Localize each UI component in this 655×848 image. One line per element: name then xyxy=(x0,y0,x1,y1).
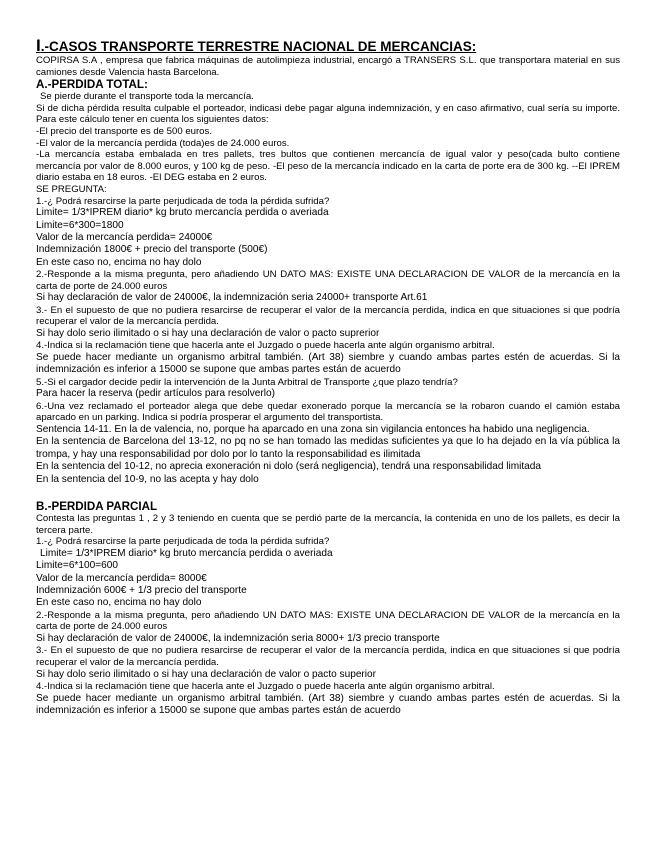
answer-line: Se puede hacer mediante un organismo arbitral también. (Art 38) siembre y cuando ambas partes estén de acuerdas. Si la indemnización es inferior a 15000 se supone que ambas partes están de acuerdo xyxy=(36,692,620,716)
section-b-heading: B.-PERDIDA PARCIAL xyxy=(36,499,158,513)
question-line: 5.-Si el cargador decide pedir la intervención de la Junta Arbitral de Transporte ¿que plazo tendría? xyxy=(36,376,458,388)
text-line: -La mercancía estaba embalada en tres pallets, tres bultos que contienen mercancía de igual valor y peso(cada bulto contiene mercancía por valor de 8.000 euros, y 100 kg de peso. -El peso de la mercancía indicado en la carta de porte era de 300 kg. --El IPREM diario estaba en 18 euros. -El DEG estaba en 2 euros. xyxy=(36,149,620,184)
text-line: -El valor de la mercancía perdida (toda)es de 24.000 euros. xyxy=(36,137,290,149)
question-line: 2.-Responde a la misma pregunta, pero añadiendo UN DATO MAS: EXISTE UNA DECLARACION DE VALOR de la mercancía en la carta de porte de 24.000 euros xyxy=(36,609,620,633)
answer-line: Limite= 1/3*IPREM diario* kg bruto mercancía perdida o averiada xyxy=(40,547,333,559)
section-spacer xyxy=(36,486,620,500)
text-line: SE PREGUNTA: xyxy=(36,183,107,195)
section-b-body xyxy=(36,513,620,717)
answer-line: Si hay declaración de valor de 24000€, la indemnización seria 8000+ 1/3 precio transporte xyxy=(36,632,440,644)
answer-line: Si hay dolo serio ilimitado o si hay una declaración de valor o pacto suprerior xyxy=(36,327,380,339)
answer-line: En la sentencia del 10-9, no las acepta y hay dolo xyxy=(36,473,259,485)
answer-line: Si hay dolo serio ilimitado o si hay una declaración de valor o pacto superior xyxy=(36,668,377,680)
section-a-body xyxy=(36,91,620,486)
question-line: 4.-Indica si la reclamación tiene que hacerla ante el Juzgado o puede hacerla ante algún organismo arbitral. xyxy=(36,680,495,692)
title-text: .-CASOS TRANSPORTE TERRESTRE NACIONAL DE MERCANCIAS: xyxy=(40,39,477,54)
question-line: 1.-¿ Podrá resarcirse la parte perjudicada de toda la pérdida sufrida? xyxy=(36,536,330,548)
answer-line: En la sentencia del 10-12, no aprecia exoneración ni dolo (será negligencia), tendrá una responsabilidad limitada xyxy=(36,461,542,473)
answer-line: Limite=6*100=600 xyxy=(36,560,118,572)
question-line: 6.-Una vez reclamado el porteador alega que debe quedar exonerado porque la mercancía se la robaron cuando el camión estaba aparcado en un parking. Indica si podría prosperar el argumento del transportista. xyxy=(36,400,620,424)
answer-line: En este caso no, encima no hay dolo xyxy=(36,256,202,268)
answer-line: Valor de la mercancía perdida= 8000€ xyxy=(36,572,207,584)
answer-line: En la sentencia de Barcelona del 13-12, no pq no se han tomado las medidas suficientes ya que lo ha dejado en la vía pública la trompa, y hay una responsabilidad por dolo por lo tanto la responsabilidad es ilimitada xyxy=(36,436,620,460)
question-line: 1.-¿ Podrá resarcirse la parte perjudicada de toda la pérdida sufrida? xyxy=(36,195,330,207)
question-line: 2.-Responde a la misma pregunta, pero añadiendo UN DATO MAS: EXISTE UNA DECLARACION DE VALOR de la mercancía en la carta de porte de 24.000 euros xyxy=(36,269,620,292)
answer-line: En este caso no, encima no hay dolo xyxy=(36,597,202,609)
section-a-heading: A.-PERDIDA TOTAL: xyxy=(36,78,148,92)
text-line: Contesta las preguntas 1 , 2 y 3 teniendo en cuenta que se perdió parte de la mercancía, la contenida en uno de los pallets, es decir la tercera parte. xyxy=(36,512,620,536)
answer-line: Limite= 1/3*IPREM diario* kg bruto mercancía perdida o averiada xyxy=(36,207,329,219)
question-line: 4.-Indica si la reclamación tiene que hacerla ante el Juzgado o puede hacerla ante algún organismo arbitral. xyxy=(36,340,495,352)
intro-paragraph: COPIRSA S.A , empresa que fabrica máquinas de autolimpieza industrial, encargó a TRANSERS S.L. que transportara material en sus camiones desde Valencia hasta Barcelona. xyxy=(36,55,620,78)
text-line: Si de dicha pérdida resulta culpable el porteador, indicasi debe pagar alguna indemnización, y en caso afirmativo, cual sería su importe. Para este cálculo tener en cuenta los siguientes datos: xyxy=(36,102,620,126)
answer-line: Valor de la mercancía perdida= 24000€ xyxy=(36,231,213,243)
document-page xyxy=(36,38,620,717)
answer-line: Si hay declaración de valor de 24000€, la indemnización seria 24000+ transporte Art.61 xyxy=(36,292,428,304)
answer-line: Limite=6*300=1800 xyxy=(36,219,124,231)
answer-line: Se puede hacer mediante un organismo arbitral también. (Art 38) siembre y cuando ambas partes estén de acuerdas. Si la indemnización es inferior a 15000 se supone que ambas partes están de acuerdo xyxy=(36,351,620,376)
answer-line: Sentencia 14-11. En la de valencia, no, porque ha aparcado en una zona sin vigilancia entonces ha habido una negligencia. xyxy=(36,423,590,435)
text-line: Se pierde durante el transporte toda la mercancía. xyxy=(40,91,254,103)
document-title xyxy=(36,38,620,55)
question-line: 3.- En el supuesto de que no pudiera resarcirse de recuperar el valor de la mercancía perdida, indica en que situaciones si que podría recuperar el valor de la mercancía perdida. xyxy=(36,645,620,668)
title-numeral: I xyxy=(36,36,41,55)
answer-line: Indemnización 1800€ + precio del transporte (500€) xyxy=(36,244,268,256)
answer-line: Indemnización 600€ + 1/3 precio del transporte xyxy=(36,584,247,596)
answer-line: Para hacer la reserva (pedir artículos para resolverlo) xyxy=(36,388,275,400)
text-line: -El precio del transporte es de 500 euros. xyxy=(36,125,212,137)
question-line: 3.- En el supuesto de que no pudiera resarcirse de recuperar el valor de la mercancía perdida, indica en que situaciones si que podría recuperar el valor de la mercancía perdida. xyxy=(36,304,620,328)
